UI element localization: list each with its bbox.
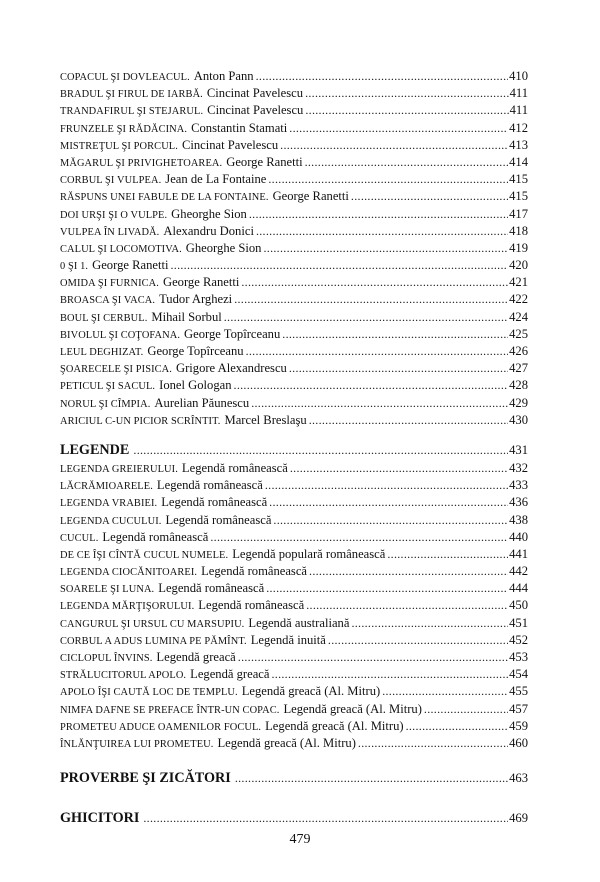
entry-page-number: 451 [509,615,528,630]
entry-page-number: 460 [509,735,528,750]
entry-page-number: 413 [509,137,528,152]
entry-author: George Ranetti [162,275,240,290]
dot-leader [256,223,508,240]
entry-title: CALUL ŞI LOCOMOTIVA. [60,243,182,255]
entry-title: LEGENDA CUCULUI. [60,515,162,527]
entry-title: CANGURUL ŞI URSUL CU MARSUPIU. [60,618,245,630]
entry-page-number: 459 [509,718,528,733]
dot-leader [251,395,508,412]
entry-title: DOI URŞI ŞI O VULPE. [60,209,168,221]
section-page-number: 431 [509,442,528,457]
dot-leader [273,512,508,529]
entry-page-number: 411 [509,86,528,101]
dot-leader [263,240,508,257]
entry-page-number: 424 [509,309,528,324]
toc-entry [60,494,528,511]
entry-title: NIMFA DAFNE SE PREFACE ÎNTR-UN COPAC. [60,704,280,716]
entry-author: Cincinat Pavelescu [206,86,304,101]
toc-entry [60,512,528,529]
entry-title: APOLO ÎŞI CAUTĂ LOC DE TEMPLU. [60,687,238,699]
entry-author: Tudor Arghezi [159,292,233,307]
entry-author: Constantin Stamati [191,120,288,135]
toc-entry [60,718,528,735]
dot-leader [266,580,508,597]
entry-page-number: 421 [509,275,528,290]
section-heading-proverbe [60,768,528,788]
entry-title: STRĂLUCITORUL APOLO. [60,670,187,682]
entry-title: CUCUL. [60,532,99,544]
entry-author: Legendă greacă (Al. Mitru) [217,735,356,750]
entry-page-number: 422 [509,292,528,307]
entry-title: MISTREŢUL ŞI PORCUL. [60,140,178,152]
entry-author: Legendă australiană [248,615,350,630]
entry-author: George Topîrceanu [147,344,244,358]
toc-entry [60,326,528,343]
entry-author: Grigore Alexandrescu [175,361,287,376]
entry-author: Legendă românească [102,529,209,544]
entry-title: LEGENDA GREIERULUI. [60,463,178,475]
dot-leader [309,563,508,580]
section-title: PROVERBE ŞI ZICĂTORI [60,770,231,787]
entry-page-number: 412 [509,120,528,135]
entry-title: CORBUL A ADUS LUMINA PE PĂMÎNT. [60,635,247,647]
entry-author: Cincinat Pavelescu [181,137,279,152]
entry-page-number: 427 [509,361,528,376]
entry-page-number: 415 [509,189,528,204]
entry-page-number: 436 [509,495,528,510]
entry-title: OMIDA ŞI FURNICA. [60,278,159,290]
dot-leader [289,120,508,137]
section-page-number: 469 [509,811,528,826]
entry-page-number: 440 [509,529,528,544]
entry-author: Gheorghe Sion [185,240,262,255]
entry-page-number: 444 [509,581,528,596]
dot-leader [265,477,508,494]
dot-leader [351,188,508,205]
entry-author: Legendă românească [156,478,263,493]
section-title: LEGENDE [60,441,130,458]
dot-leader [271,666,508,683]
entry-title: SOARELE ŞI LUNA. [60,584,155,596]
table-of-contents [60,68,528,828]
entry-author: Legendă românească [198,598,305,613]
entry-page-number: 414 [509,154,528,169]
entry-title: BOUL ŞI CERBUL. [60,312,148,324]
toc-entry [60,377,528,394]
dot-leader [234,291,508,308]
toc-entry [60,360,528,377]
entry-author: Legendă inuită [250,632,326,647]
entry-author: Legendă greacă [156,650,236,664]
section-heading-legende [60,440,528,460]
entry-title: DE CE ÎŞI CÎNTĂ CUCUL NUMELE. [60,549,229,561]
dot-leader [309,412,508,429]
entry-author: Gheorghe Sion [171,206,247,221]
toc-entry [60,563,528,580]
dot-leader [305,85,509,102]
entry-title: BRADUL ŞI FIRUL DE IARBĂ. [60,89,203,101]
toc-entry [60,597,528,614]
entry-page-number: 418 [509,223,528,238]
toc-entry [60,68,528,85]
entry-title: 0 ŞI 1. [60,261,89,273]
entry-page-number: 441 [509,546,528,561]
toc-entry [60,223,528,240]
dot-leader [358,735,508,752]
entry-author: Cincinat Pavelescu [207,103,304,118]
toc-entry [60,683,528,700]
toc-entry [60,137,528,154]
dot-leader [351,615,508,632]
entry-title: MĂGARUL ŞI PRIVIGHETOAREA. [60,157,223,169]
entry-page-number: 417 [509,206,528,221]
entry-author: Aurelian Păunescu [154,395,250,410]
dot-leader [235,768,508,788]
dot-leader [305,102,508,119]
dot-leader [282,326,508,343]
entry-author: Legendă românească [165,512,272,527]
toc-entry [60,529,528,546]
toc-entry [60,460,528,477]
dot-leader [256,68,509,85]
dot-leader [210,529,508,546]
section-title: GHICITORI [60,810,140,827]
dot-leader [268,171,508,188]
entry-author: Legendă greacă [190,667,270,682]
entry-title: BIVOLUL ŞI COŢOFANA. [60,329,181,341]
toc-entry [60,666,528,683]
entry-title: ŞOARECELE ŞI PISICA. [60,364,172,376]
dot-leader [133,440,508,460]
entry-title: BROASCA ŞI VACA. [60,295,156,307]
page-number: 479 [289,832,311,847]
dot-leader [224,309,508,326]
entry-author: Marcel Breslaşu [224,412,307,427]
entry-author: George Ranetti [272,189,349,204]
entry-author: Legendă românească [181,460,288,475]
entry-title: RĂSPUNS UNEI FABULE DE LA FONTAINE. [60,192,269,204]
entry-author: Legendă românească [201,564,308,579]
toc-entry [60,120,528,137]
entry-title: PETICUL ŞI SACUL. [60,381,156,393]
toc-entry [60,701,528,718]
toc-entry [60,274,528,291]
entry-title: PROMETEU ADUCE OAMENILOR FOCUL. [60,721,262,733]
entry-title: CORBUL ŞI VULPEA. [60,175,162,187]
entry-author: Mihail Sorbul [151,309,222,324]
entry-title: LEUL DEGHIZAT. [60,347,144,358]
legende-entry-list [60,460,528,752]
entry-author: Anton Pann [193,69,254,83]
toc-entry [60,240,528,257]
entry-page-number: 415 [509,172,528,187]
toc-entry [60,257,528,274]
entry-title: CICLOPUL ÎNVINS. [60,653,153,664]
toc-entry [60,477,528,494]
entry-title: NORUL ŞI CÎMPIA. [60,398,151,410]
entry-page-number: 425 [509,326,528,341]
entry-title: TRANDAFIRUL ŞI STEJARUL. [60,106,204,118]
entry-author: Alexandru Donici [163,223,254,238]
fables-entry-list [60,68,528,429]
section-page-number: 463 [509,771,528,786]
entry-page-number: 438 [509,512,528,527]
section-heading-ghicitori [60,808,528,828]
entry-page-number: 442 [509,564,528,579]
entry-page-number: 450 [509,598,528,613]
entry-page-number: 426 [509,344,528,358]
dot-leader [269,494,508,511]
dot-leader [305,154,509,171]
entry-page-number: 430 [509,412,528,427]
entry-author: Legendă greacă (Al. Mitru) [241,684,381,699]
dot-leader [290,460,508,477]
entry-page-number: 433 [509,478,528,493]
toc-entry [60,291,528,308]
entry-title: ARICIUL C-UN PICIOR SCRÎNTIT. [60,415,221,427]
dot-leader [234,377,509,394]
toc-entry [60,171,528,188]
entry-page-number: 452 [509,632,528,647]
toc-entry [60,615,528,632]
toc-entry [60,154,528,171]
dot-leader [280,137,508,154]
entry-author: Jean de La Fontaine [165,172,267,187]
dot-leader [241,274,508,291]
entry-author: George Topîrceanu [184,326,281,341]
dot-leader [306,597,508,614]
entry-author: Legendă românească [158,581,265,596]
entry-page-number: 419 [509,240,528,255]
dot-leader [170,257,508,274]
toc-entry [60,735,528,752]
dot-leader [382,683,508,700]
entry-title: LEGENDA CIOCĂNITOAREI. [60,567,198,579]
entry-author: Legendă greacă (Al. Mitru) [283,701,422,716]
entry-page-number: 429 [509,395,528,410]
dot-leader [406,718,509,735]
entry-page-number: 432 [509,460,528,475]
dot-leader [387,546,508,563]
entry-title: ÎNLĂNŢUIREA LUI PROMETEU. [60,738,214,750]
entry-title: LEGENDA MĂRŢIŞORULUI. [60,601,195,613]
entry-author: Legendă românească [161,495,268,510]
entry-title: COPACUL ŞI DOVLEACUL. [60,72,190,83]
entry-author: Ionel Gologan [159,378,232,393]
toc-entry [60,206,528,223]
entry-author: Legendă populară românească [232,546,386,561]
entry-title: LEGENDA VRABIEI. [60,498,158,510]
toc-entry [60,632,528,649]
entry-title: VULPEA ÎN LIVADĂ. [60,226,160,238]
dot-leader [424,701,508,718]
toc-entry [60,309,528,326]
toc-entry [60,102,528,119]
entry-author: Legendă greacă (Al. Mitru) [265,718,404,733]
dot-leader [289,360,508,377]
toc-entry [60,649,528,666]
toc-entry [60,188,528,205]
toc-entry [60,343,528,360]
entry-page-number: 454 [509,667,528,682]
dot-leader [246,343,509,360]
toc-entry [60,546,528,563]
entry-title: LĂCRĂMIOARELE. [60,481,153,493]
toc-entry [60,412,528,429]
dot-leader [249,206,508,223]
dot-leader [238,649,508,666]
entry-page-number: 410 [509,69,528,83]
entry-page-number: 457 [509,701,528,716]
entry-page-number: 453 [509,650,528,664]
entry-author: George Ranetti [92,258,169,273]
toc-entry [60,395,528,412]
entry-page-number: 411 [509,103,528,118]
toc-entry [60,580,528,597]
entry-page-number: 420 [509,258,528,273]
entry-page-number: 455 [509,684,528,699]
toc-entry [60,85,528,102]
entry-page-number: 428 [509,378,528,393]
dot-leader [328,632,508,649]
dot-leader [143,808,508,828]
entry-author: George Ranetti [226,154,303,169]
entry-title: FRUNZELE ŞI RĂDĂCINA. [60,123,188,135]
